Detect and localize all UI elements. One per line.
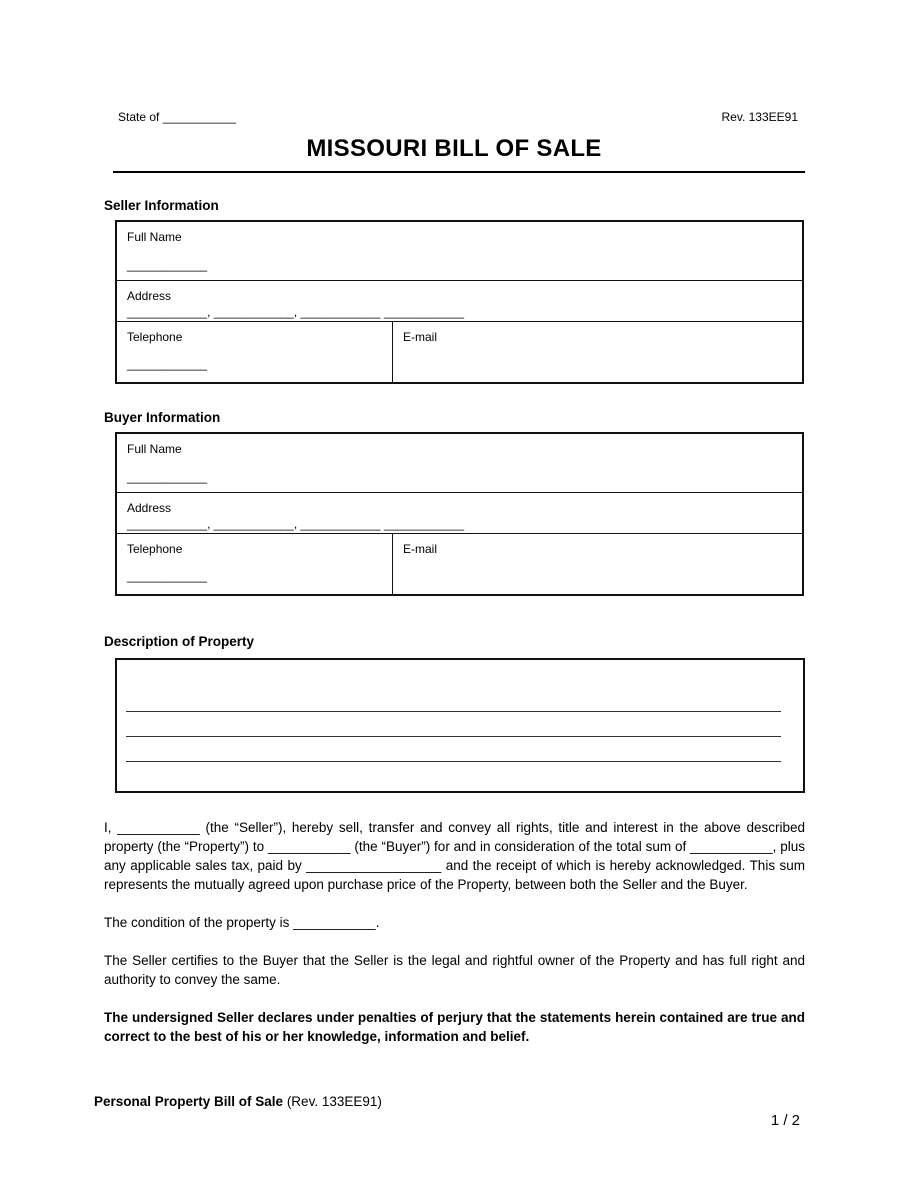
footer-doc-revision: (Rev. 133EE91) [283, 1094, 382, 1109]
seller-address-label: Address [127, 289, 172, 303]
seller-section-heading: Seller Information [104, 198, 219, 213]
buyer-full-name-cell [117, 434, 802, 493]
buyer-section-heading: Buyer Information [104, 410, 221, 425]
seller-full-name-label: Full Name [127, 230, 182, 244]
seller-address-cell [117, 281, 802, 322]
title-divider [113, 171, 805, 173]
seller-telephone-cell [117, 322, 393, 382]
ownership-certification-paragraph: The Seller certifies to the Buyer that the Seller is the legal and rightful owner of the Property and has full right and authority to convey the same. [104, 953, 805, 987]
property-section-heading: Description of Property [104, 634, 255, 649]
page-header [118, 110, 798, 124]
seller-email-cell [393, 322, 802, 382]
perjury-declaration-paragraph: The undersigned Seller declares under penalties of perjury that the statements herein contained are true and correct to the best of his or her knowledge, information and belief. [104, 1010, 805, 1044]
sale-statement-paragraph: I, ___________ (the “Seller”), hereby sell, transfer and convey all rights, title and interest in the above described property (the “Property”) to ___________ (the “Buyer”) for and in consideration of the total sum of ___________, plus any applicable sales tax, paid by __________________ and the receipt of which is hereby acknowledged. This sum represents the mutually agreed upon purchase price of the Property, between both the Seller and the Buyer. [104, 820, 805, 892]
seller-address-blank[interactable]: ____________, ____________, ____________ ____________ [127, 305, 465, 319]
property-description-box [115, 658, 805, 793]
property-description-line-2[interactable] [126, 712, 781, 737]
buyer-contact-row [117, 534, 802, 594]
body-text [104, 818, 805, 1065]
seller-contact-row [117, 322, 802, 382]
seller-full-name-cell [117, 222, 802, 281]
revision-label: Rev. 133EE91 [721, 110, 798, 124]
buyer-telephone-blank[interactable]: ____________ [127, 569, 208, 583]
buyer-info-table [115, 432, 804, 596]
seller-telephone-blank[interactable]: ____________ [127, 357, 208, 371]
buyer-telephone-label: Telephone [127, 542, 183, 556]
footer-doc-title: Personal Property Bill of Sale [94, 1094, 284, 1109]
state-of-blank[interactable]: State of ___________ [118, 110, 237, 124]
condition-paragraph: The condition of the property is ___________. [104, 915, 380, 930]
buyer-address-blank[interactable]: ____________, ____________, ____________ ____________ [127, 517, 465, 531]
seller-info-table [115, 220, 804, 384]
buyer-full-name-blank[interactable]: ____________ [127, 470, 208, 484]
buyer-email-label: E-mail [403, 542, 438, 556]
page-number: 1 / 2 [770, 1112, 800, 1129]
document-title: MISSOURI BILL OF SALE [306, 135, 602, 162]
seller-email-label: E-mail [403, 330, 438, 344]
footer-document-name [94, 1094, 382, 1109]
buyer-address-cell [117, 493, 802, 534]
buyer-email-cell [393, 534, 802, 594]
property-description-line-3[interactable] [126, 737, 781, 762]
buyer-telephone-cell [117, 534, 393, 594]
seller-full-name-blank[interactable]: ____________ [127, 258, 208, 272]
buyer-address-label: Address [127, 501, 172, 515]
seller-telephone-label: Telephone [127, 330, 183, 344]
property-description-line-1[interactable] [126, 687, 781, 712]
buyer-full-name-label: Full Name [127, 442, 182, 456]
